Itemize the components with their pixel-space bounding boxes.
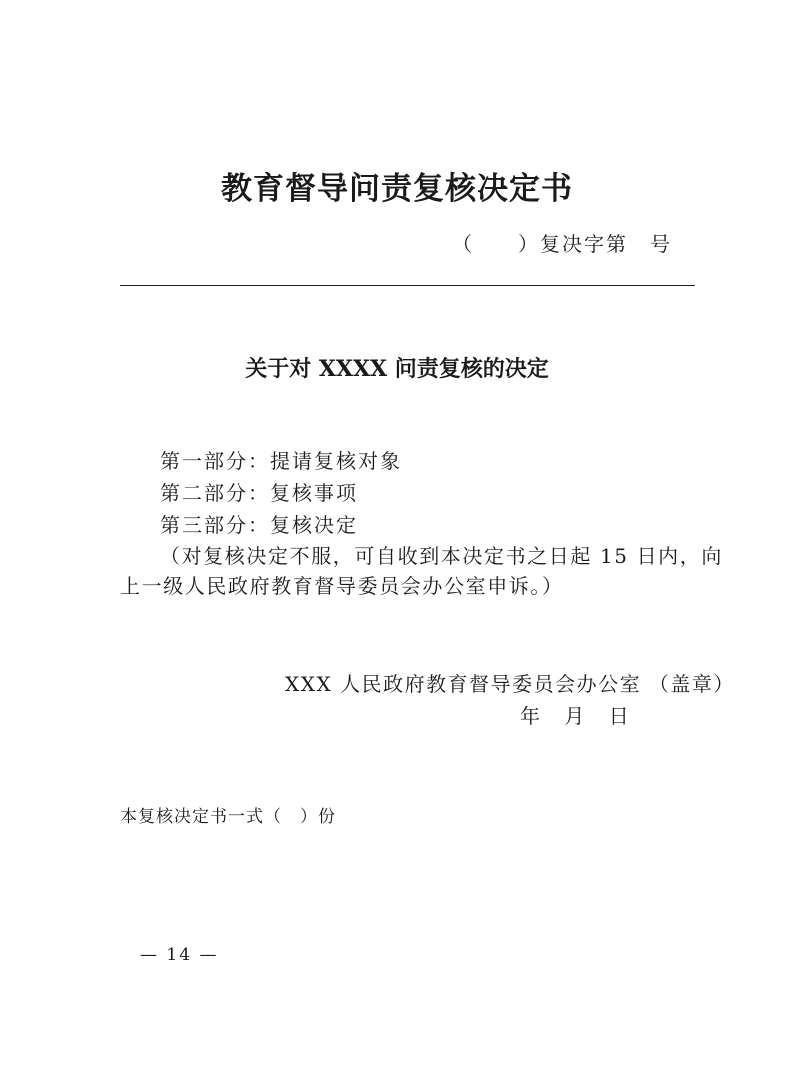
issuing-office-signature: XXX 人民政府教育督导委员会办公室 （盖章） — [285, 672, 735, 696]
part-two: 第二部分：复核事项 — [160, 481, 358, 505]
document-title: 教育督导问责复核决定书 — [221, 171, 573, 207]
copies-note: 本复核决定书一式（ ）份 — [120, 807, 336, 827]
document-subtitle: 关于对 XXXX 问责复核的决定 — [245, 356, 549, 382]
part-one: 第一部分：提请复核对象 — [160, 449, 402, 473]
date-line: 年 月 日 — [520, 704, 629, 728]
page-number: — 14 — — [140, 945, 219, 965]
part-three: 第三部分：复核决定 — [160, 513, 358, 537]
document-number: （ ）复决字第 号 — [452, 232, 672, 256]
header-divider — [120, 285, 695, 286]
appeal-note-line2: 上一级人民政府教育督导委员会办公室申诉。） — [120, 574, 564, 598]
appeal-note-line1: （对复核决定不服，可自收到本决定书之日起 15 日内，向 — [160, 544, 723, 568]
